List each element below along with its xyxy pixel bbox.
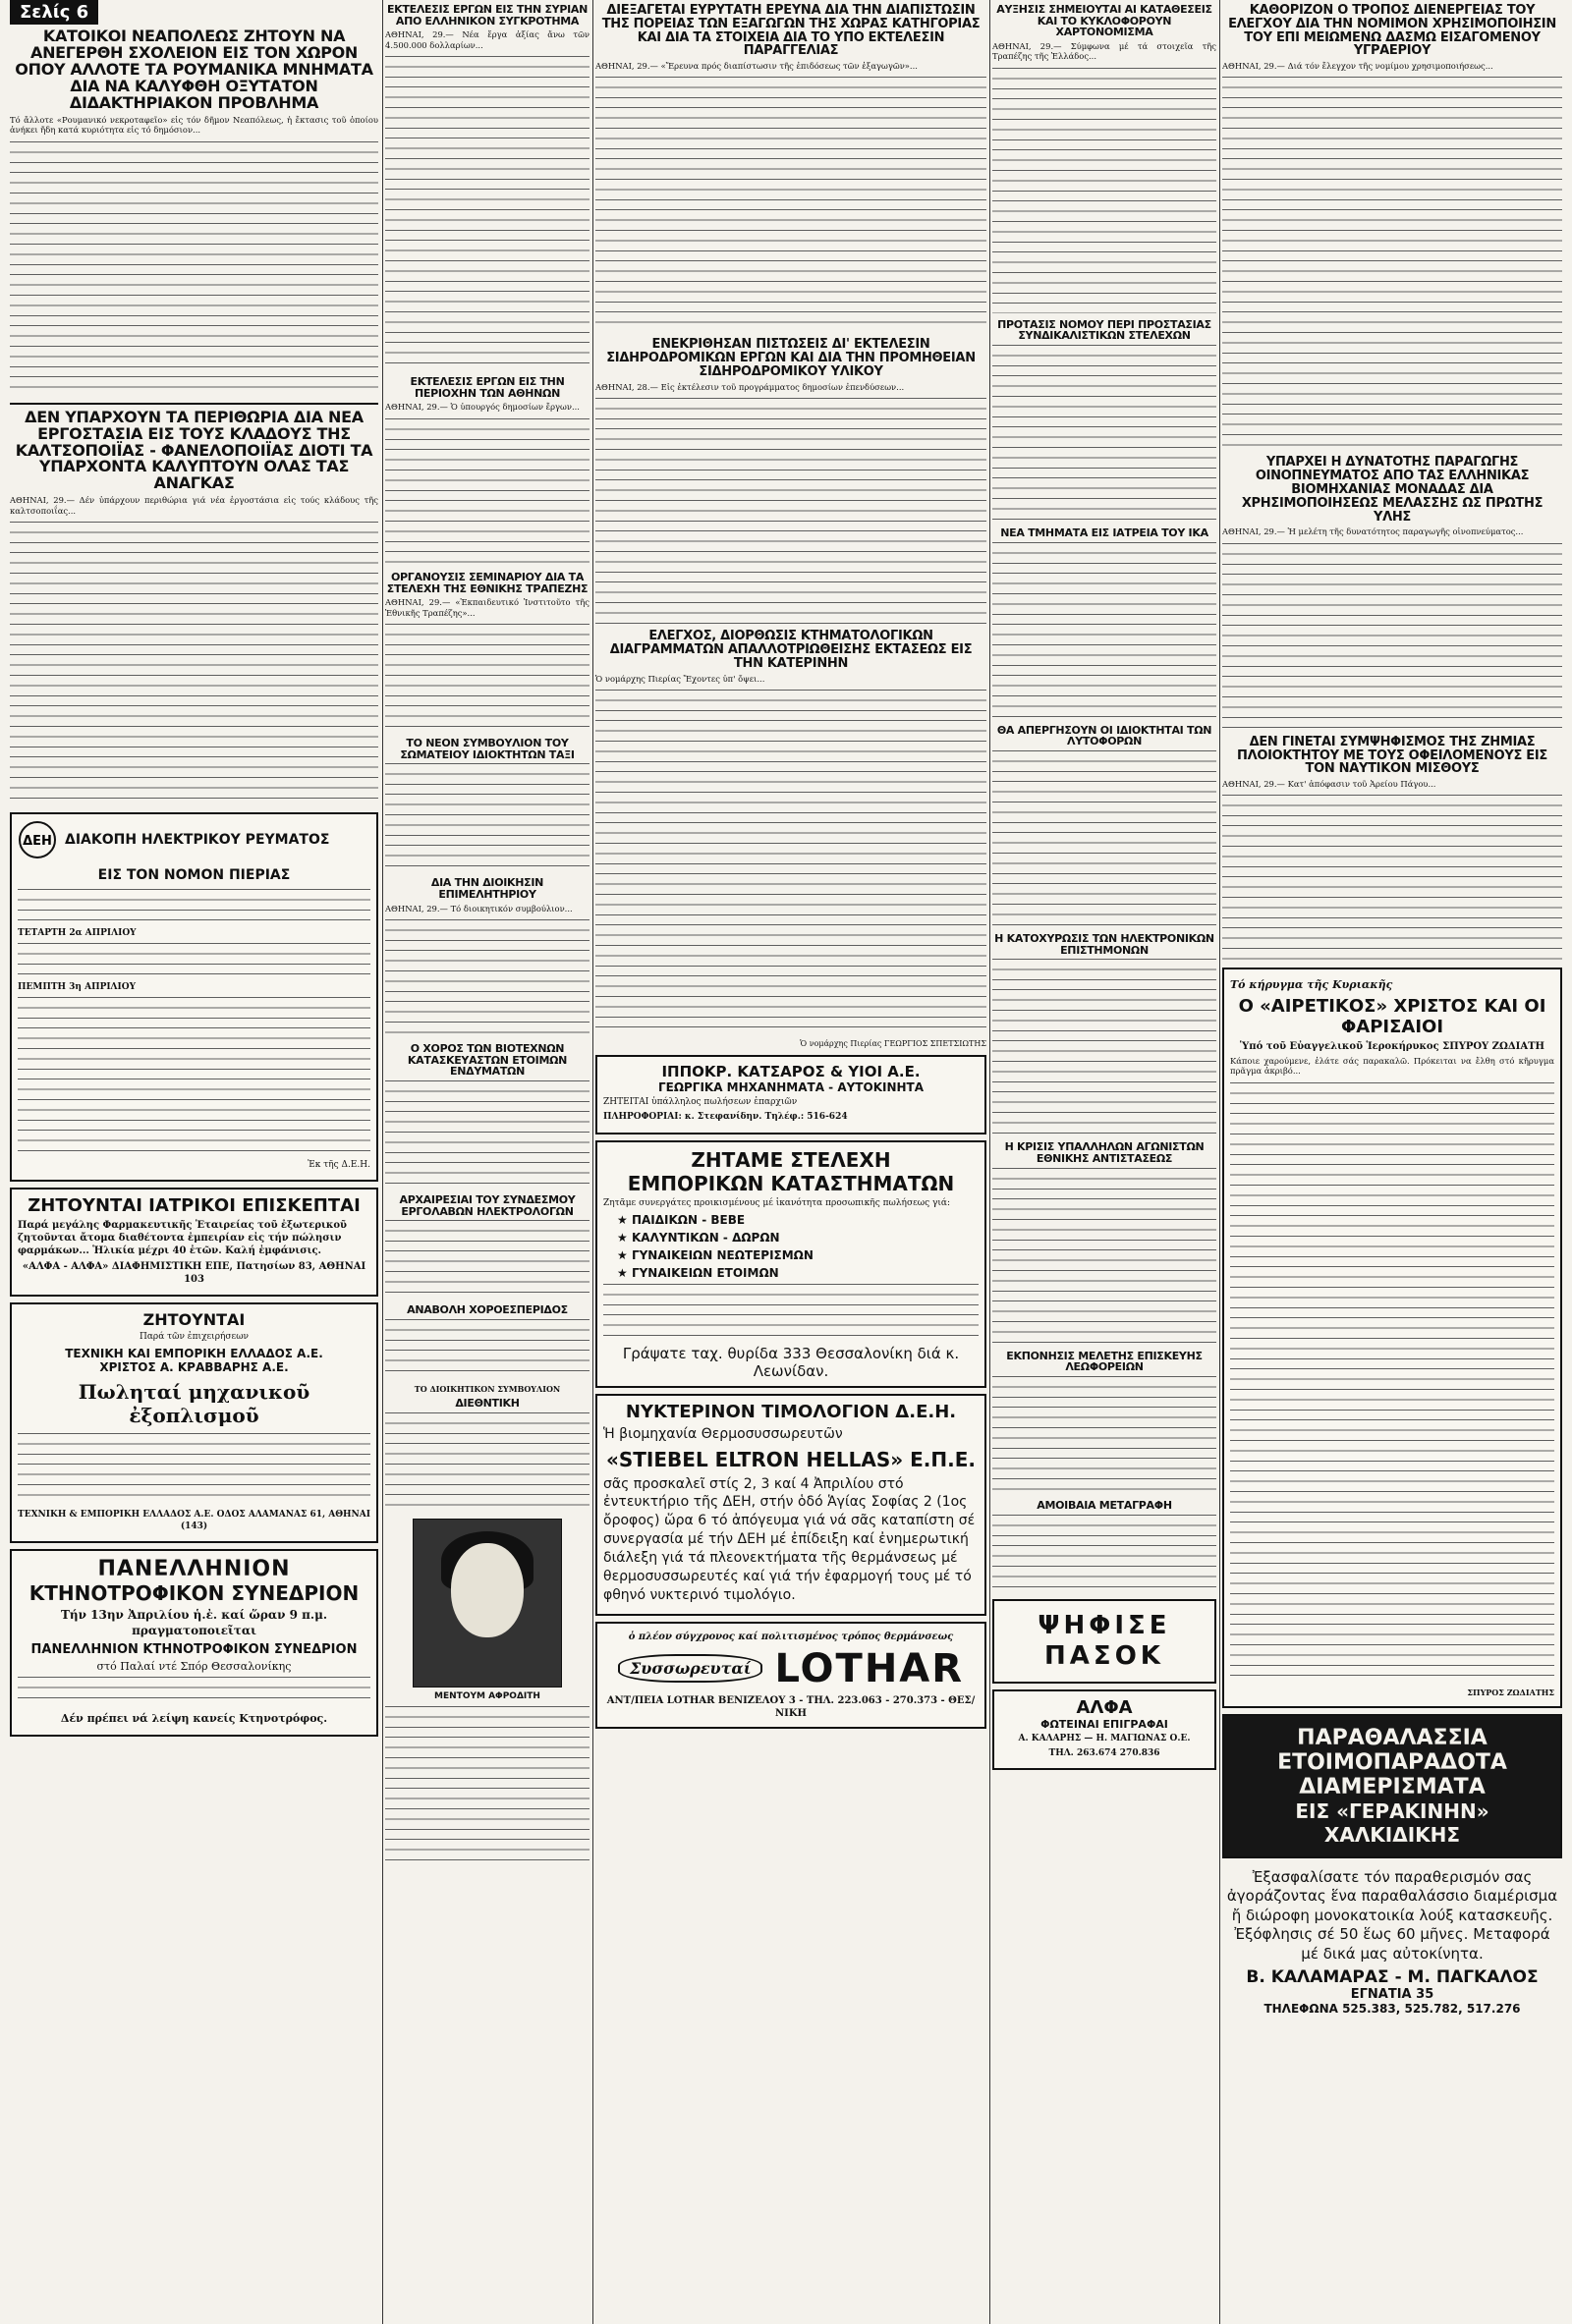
ad-reply: Γράψατε ταχ. θυρίδα 333 Θεσσαλονίκη διά κ. Λεωνίδαν. [622, 1345, 960, 1381]
headline-railway-credits: ΕΝΕΚΡΙΘΗΣΑΝ ΠΙΣΤΩΣΕΙΣ ΔΙ' ΕΚΤΕΛΕΣΙΝ ΣΙΔΗΡΟΔΡΟΜΙΚΩΝ ΕΡΓΩΝ ΚΑΙ ΔΙΑ ΤΗΝ ΠΡΟΜΗΘΕΙΑΝ ΣΙΔΗΡΟΔΡΟΜΙΚΟΥ ΥΛΙΚΟΥ [606, 337, 976, 380]
column-2 [385, 0, 590, 2324]
headline-dance-postponed: ΑΝΑΒΟΛΗ ΧΟΡΟΕΣΠΕΡΙΔΟΣ [407, 1303, 568, 1317]
ad-sub-brand: Συσσωρευταί [618, 1654, 763, 1683]
article-lead: ΑΘΗΝΑΙ, 29.— «Ἔρευνα πρός διαπίστωσιν τῆς ἐπιδόσεως τῶν ἐξαγωγῶν»... [595, 61, 918, 72]
ad-text [18, 1433, 370, 1504]
ad-text [18, 1677, 370, 1706]
signature: Ὁ νομάρχης Πιερίας ΓΕΩΡΓΙΟΣ ΣΠΕΤΣΙΩΤΗΣ [800, 1038, 986, 1048]
article-body-text [385, 1220, 590, 1299]
deh-header [18, 820, 370, 859]
headline-electronic-scientists: Η ΚΑΤΟΧΥΡΩΣΙΣ ΤΩΝ ΗΛΕΚΤΡΟΝΙΚΩΝ ΕΠΙΣΤΗΜΟΝΩΝ [994, 932, 1214, 957]
headline-union-law: ΠΡΟΤΑΣΙΣ ΝΟΜΟΥ ΠΕΡΙ ΠΡΟΣΤΑΣΙΑΣ ΣΥΝΔΙΚΑΛΙΣΤΙΚΩΝ ΣΤΕΛΕΧΩΝ [997, 317, 1211, 343]
article-lead: ΑΘΗΝΑΙ, 29.— Ἡ μελέτη τῆς δυνατότητος παραγωγῆς οἰνοπνεύματος... [1222, 526, 1524, 537]
headline-exports-research: ΔΙΕΞΑΓΕΤΑΙ ΕΥΡΥΤΑΤΗ ΕΡΕΥΝΑ ΔΙΑ ΤΗΝ ΔΙΑΠΙΣΤΩΣΙΝ ΤΗΣ ΠΟΡΕΙΑΣ ΤΩΝ ΕΞΑΓΩΓΩΝ ΤΗΣ ΧΩΡΑΣ ΚΑΤΗΓΟΡΙΑΣ ΚΑΙ ΔΙΑ ΤΑ ΣΤΟΙΧΕΙΑ ΔΙΑ ΤΟ ΥΠΟ ΕΚΤΕΛΕΣΙΝ ΠΑΡΑΓΓΕΛΙΑΣ [601, 3, 981, 59]
headline-alcohol-molasses: ΥΠΑΡΧΕΙ Η ΔΥΝΑΤΟΤΗΣ ΠΑΡΑΓΩΓΗΣ ΟΙΝΟΠΝΕΥΜΑΤΟΣ ΑΠΟ ΤΑΣ ΕΛΛΗΝΙΚΑΣ ΒΙΟΜΗΧΑΝΙΑΣ ΜΟΝΑΔΑΣ ΔΙΑ ΧΡΗΣΙΜΟΠΟΙΗΣΕΩΣ ΜΕΛΑΣΣΗΣ ΩΣ ΠΡΩΤΗΣ ΥΛΗΣ [1241, 455, 1544, 525]
ad-lead: Ζητᾶμε συνεργάτες προικισμένους μέ ἱκανότητα προσωπικῆς πωλήσεως γιά: [603, 1197, 951, 1208]
article-body-text [385, 56, 590, 370]
article-lead: Ὁ νομάρχης Πιερίας Ἔχοντες ὑπ' ὄψει... [595, 673, 765, 684]
headline-chamber-admin: ΔΙΑ ΤΗΝ ΔΙΟΙΚΗΣΙΝ ΕΠΙΜΕΛΗΤΗΡΙΟΥ [430, 876, 544, 902]
ad-gerakini-apartments [1222, 1714, 1562, 1858]
deh-day-2: ΠΕΜΠΤΗ 3η ΑΠΡΙΛΙΟΥ [18, 981, 137, 992]
article-body-text [385, 1412, 590, 1511]
ad-stiebel-eltron [595, 1394, 986, 1615]
ad-subtitle: ΦΩΤΕΙΝΑΙ ΕΠΙΓΡΑΦΑΙ [1040, 1718, 1168, 1732]
sermon-author: Ὑπό τοῦ Εὐαγγελικοῦ Ἱεροκήρυκος ΣΠΥΡΟΥ ΖΩΔΙΑΤΗ [1240, 1040, 1544, 1052]
deh-power-cut-notice [10, 812, 378, 1182]
ad-names: Β. ΚΑΛΑΜΑΡΑΣ - Μ. ΠΑΓΚΑΛΟΣ [1246, 1967, 1539, 1988]
vote-pasok-box [992, 1599, 1216, 1684]
ad-footer: ΤΕΧΝΙΚΗ & ΕΜΠΟΡΙΚΗ ΕΛΛΑΔΟΣ Α.Ε. ΟΔΟΣ ΑΛΑΜΑΝΑΣ 61, ΑΘΗΝΑΙ (143) [18, 1509, 370, 1531]
ad-title: ΖΗΤΟΥΝΤΑΙ ΙΑΤΡΙΚΟΙ ΕΠΙΣΚΕΠΤΑΙ [28, 1195, 361, 1217]
deh-day-1: ΤΕΤΑΡΤΗ 2α ΑΠΡΙΛΙΟΥ [18, 928, 137, 939]
ad-company-1: ΤΕΧΝΙΚΗ ΚΑΙ ΕΜΠΟΡΙΚΗ ΕΛΛΑΔΟΣ Α.Ε. [65, 1346, 323, 1360]
article-lead: ΑΘΗΝΑΙ, 29.— Διά τόν ἔλεγχον τῆς νομίμου χρησιμοποιήσεως... [1222, 61, 1493, 72]
ad-title: ΠΑΡΑΘΑΛΑΣΣΙΑ ΕΤΟΙΜΟΠΑΡΑΔΟΤΑ [1277, 1725, 1507, 1775]
masthead [10, 0, 378, 25]
column-rule [1219, 0, 1220, 2324]
column-4 [992, 0, 1216, 2324]
ad-lead: Ἡ βιομηχανία Θερμοσυσσωρευτῶν [603, 1426, 843, 1443]
portrait-photo [413, 1519, 562, 1688]
ad-body: σᾶς προσκαλεῖ στίς 2, 3 καί 4 Ἀπριλίου στό ἐντευκτήριο τῆς ΔΕΗ, στήν ὁδό Ἁγίας Σοφίας 2 (1ος ὄροφος) ὥρα 6 τό ἀπόγευμα γιά νά σᾶς καταπίστη σέ συνεργασία μέ τήν ΔΕΗ μέ ἐπίδειξη καί ἐνημερωτική διάλεξη γιά τά πλεονεκτήματα τῆς θερμάνσεως μέ θερμοσυσσωρευτές καί γιά τήν ἐφαρμογή τους μέ τό φθηνό νυκτερινό τιμολόγιο. [603, 1475, 976, 1603]
ad-title: ΕΜΠΟΡΙΚΩΝ ΚΑΤΑΣΤΗΜΑΤΩΝ [627, 1171, 955, 1195]
headline-neapolis-school: ΚΑΤΟΙΚΟΙ ΝΕΑΠΟΛΕΩΣ ΖΗΤΟΥΝ ΝΑ ΑΝΕΓΕΡΘΗ ΣΧΟΛΕΙΟΝ ΕΙΣ ΤΟΝ ΧΩΡΟΝ ΟΠΟΥ ΑΛΛΟΤΕ ΤΑ ΡΟΥΜΑΝΙΚΑ ΜΝΗΜΑΤΑ ΔΙΑ ΝΑ ΚΑΛΥΦΘΗ ΟΞΥΤΑΤΟΝ ΔΙΔΑΚΤΗΡΙΑΚΟΝ ΠΡΟΒΛΗΜΑ [15, 27, 373, 112]
ad-medical-reps [10, 1188, 378, 1297]
article-body-text [992, 1376, 1216, 1494]
ad-event-name: ΠΑΝΕΛΛΗΝΙΟΝ ΚΤΗΝΟΤΡΟΦΙΚΟΝ ΣΥΝΕΔΡΙΟΝ [30, 1641, 358, 1657]
article-lead: ΑΘΗΝΑΙ, 29.— Δέν ὑπάρχουν περιθώρια γιά νέα ἐργοστάσια εἰς τούς κλάδους τῆς καλτσοποιΐας... [10, 495, 378, 516]
ad-list-item: ★ ΠΑΙΔΙΚΩΝ - ΒΕΒΕ [617, 1213, 746, 1228]
headline-transfer: ΑΜΟΙΒΑΙΑ ΜΕΤΑΓΡΑΦΗ [1037, 1499, 1172, 1513]
deh-org-title: ΔΙΑΚΟΠΗ ΗΛΕΚΤΡΙΚΟΥ ΡΕΥΜΑΤΟΣ [65, 832, 330, 849]
ad-list-item: ★ ΚΑΛΥΝΤΙΚΩΝ - ΔΩΡΩΝ [617, 1231, 780, 1245]
ad-company-2: ΧΡΙΣΤΟΣ Α. ΚΡΑΒΒΑΡΗΣ Α.Ε. [99, 1359, 289, 1374]
headline-bus-owners-strike: ΘΑ ΑΠΕΡΓΗΣΟΥΝ ΟΙ ΙΔΙΟΚΤΗΤΑΙ ΤΩΝ ΛΥΤΟΦΟΡΩΝ [996, 723, 1212, 748]
column-rule [989, 0, 990, 2324]
sermon-signature: ΣΠΥΡΟΣ ΖΩΔΙΑΤΗΣ [1467, 1687, 1554, 1697]
article-lead: Τό ἄλλοτε «Ρουμανικό νεκροταφεῖο» εἰς τόν δῆμον Νεαπόλεως, ἡ ἔκτασις τοῦ ὁποίου ἀνήκει ἤδη κατά κυριότητα εἰς τό δημόσιον... [10, 114, 378, 136]
ad-list-item: ★ ΓΥΝΑΙΚΕΙΩΝ ΝΕΩΤΕΡΙΣΜΩΝ [617, 1248, 814, 1263]
ad-owner: Α. ΚΑΛΑΡΗΣ — Η. ΜΑΓΙΩΝΑΣ Ο.Ε. [1018, 1734, 1191, 1744]
ad-body: Ἐξασφαλίσατε τόν παραθερισμόν σας ἀγοράζοντας ἕνα παραθαλάσσιο διαμέρισμα ἤ διώροφη μονοκατοικία λούξ κατασκευῆς. Ἐξόφλησις σέ 50 ἕως 60 μῆνες. Μεταφορά μέ δικά μας αὐτοκίνητα. [1226, 1867, 1558, 1963]
headline-shipowner-damages: ΔΕΝ ΓΙΝΕΤΑΙ ΣΥΜΨΗΦΙΣΜΟΣ ΤΗΣ ΖΗΜΙΑΣ ΠΛΟΙΟΚΤΗΤΟΥ ΜΕ ΤΟΥΣ ΟΦΕΙΛΟΜΕΝΟΥΣ ΕΙΣ ΤΟΝ ΝΑΥΤΙΚΟΝ ΜΙΣΘΟΥΣ [1237, 734, 1547, 777]
sunday-sermon [1222, 968, 1562, 1708]
article-body-text [385, 919, 590, 1037]
portrait-face [451, 1543, 524, 1637]
ad-company: ΙΠΠΟΚΡ. ΚΑΤΣΑΡΟΣ & ΥΙΟΙ Α.Ε. [661, 1063, 921, 1081]
article-body-text [992, 345, 1216, 522]
ad-lothar [595, 1622, 986, 1729]
ad-phone: ΤΗΛ. 263.674 270.836 [1048, 1747, 1160, 1758]
article-body-text [1222, 77, 1562, 450]
ad-company: «STIEBEL ELTRON HELLAS» Ε.Π.Ε. [605, 1447, 977, 1471]
ad-body: Παρά μεγάλης Φαρμακευτικῆς Ἑταιρείας τοῦ ἐξωτερικοῦ ζητοῦνται ἄτομα διαθέτοντα ἐμπειρίαν εἰς τήν πώλησιν φαρμάκων... Ἡλικία μέχρι 40 ἐτῶν. Καλή ἐμφάνισις. [18, 1220, 347, 1257]
column-5 [1222, 0, 1562, 2324]
vote-slogan: ΨΗΦΙΣΕ ΠΑΣΟΚ [1038, 1610, 1171, 1671]
ad-list-label: ΚΑΛΥΝΤΙΚΩΝ - ΔΩΡΩΝ [631, 1231, 780, 1245]
article-body-text [385, 763, 590, 871]
article-body-text [1222, 543, 1562, 730]
headline-resistance-employees: Η ΚΡΙΣΙΣ ΥΠΑΛΛΗΛΩΝ ΑΓΩΝΙΣΤΩΝ ΕΘΝΙΚΗΣ ΑΝΤΙΣΤΑΣΕΩΣ [1004, 1140, 1205, 1166]
ad-phones: ΤΗΛΕΦΩΝΑ 525.383, 525.782, 517.276 [1263, 2002, 1521, 2017]
photo-caption: ΜΕΝΤΟΥΜ ΑΦΡΟΔΙΤΗ [434, 1691, 540, 1702]
headline-hosiery-factories: ΔΕΝ ΥΠΑΡΧΟΥΝ ΤΑ ΠΕΡΙΘΩΡΙΑ ΔΙΑ ΝΕΑ ΕΡΓΟΣΤΑΣΙΑ ΕΙΣ ΤΟΥΣ ΚΛΑΔΟΥΣ ΤΗΣ ΚΑΛΤΣΟΠΟΙΪΑΣ - ΦΑΝΕΛΟΠΟΙΪΑΣ ΔΙΟΤΙ ΤΑ ΥΠΑΡΧΟΝΤΑ ΚΑΛΥΠΤΟΥΝ ΟΛΑΣ ΤΑΣ ΑΝΑΓΚΑΣ [15, 407, 373, 493]
deh-logo-icon [18, 820, 57, 859]
headline-bus-repair-study: ΕΚΠΟΝΗΣΙΣ ΜΕΛΕΤΗΣ ΕΠΙΣΚΕΥΗΣ ΛΕΩΦΟΡΕΙΩΝ [1006, 1349, 1203, 1374]
article-lead: ΑΘΗΝΑΙ, 29.— Σύμφωνα μέ τά στοιχεῖα τῆς Τραπέζης τῆς Ἑλλάδος... [992, 40, 1216, 62]
headline-classified: ΔΙΕΘΝΤΙΚΗ [455, 1397, 520, 1411]
column-3 [595, 0, 986, 2324]
article-body-text [595, 690, 986, 1033]
ad-info: ΠΛΗΡΟΦΟΡΙΑΙ: κ. Στεφανίδην. Τηλέφ.: 516-624 [603, 1112, 848, 1122]
page-number: Σελίς 6 [10, 0, 98, 25]
article-body-text [992, 1168, 1216, 1345]
article-body-text [595, 77, 986, 332]
ad-footer: ΑΝΤ/ΠΕΙΑ LOTHAR ΒΕΝΙΖΕΛΟΥ 3 - ΤΗΛ. 223.063 - 270.373 - ΘΕΣ/ΝΙΚΗ [606, 1694, 976, 1719]
ad-mechanical-sales [10, 1302, 378, 1543]
headline-cadastral-katerini: ΕΛΕΓΧΟΣ, ΔΙΟΡΘΩΣΙΣ ΚΤΗΜΑΤΟΛΟΓΙΚΩΝ ΔΙΑΓΡΑΜΜΑΤΩΝ ΑΠΑΛΛΟΤΡΙΩΘΕΙΣΗΣ ΕΚΤΑΣΕΩΣ ΕΙΣ ΤΗΝ ΚΑΤΕΡΙΝΗΝ [609, 629, 973, 671]
ad-title: ΖΗΤΑΜΕ ΣΤΕΛΕΧΗ [691, 1147, 891, 1172]
headline-garment-dance: Ο ΧΟΡΟΣ ΤΩΝ ΒΙΟΤΕΧΝΩΝ ΚΑΤΑΣΚΕΥΑΣΤΩΝ ΕΤΟΙΜΩΝ ΕΝΔΥΜΑΤΩΝ [407, 1042, 568, 1079]
ad-title: ΔΙΑΜΕΡΙΣΜΑΤΑ [1299, 1774, 1486, 1799]
ad-date: Τήν 13ην Ἀπριλίου ἡ.ἐ. καί ὥραν 9 π.μ. πραγματοποιεῖται [60, 1608, 328, 1637]
column-1 [10, 0, 378, 2324]
ad-katsaros [595, 1055, 986, 1134]
headline-electricians-election: ΑΡΧΑΙΡΕΣΙΑΙ ΤΟΥ ΣΥΝΔΕΣΜΟΥ ΕΡΓΟΛΑΒΩΝ ΗΛΕΚΤΡΟΛΟΓΩΝ [399, 1193, 576, 1218]
article-lead: ΑΘΗΝΑΙ, 28.— Εἰς ἐκτέλεσιν τοῦ προγράμματος δημοσίων ἐπενδύσεων... [595, 381, 905, 392]
article-body-text [10, 141, 378, 397]
ad-store-executives [595, 1140, 986, 1389]
ad-closing: Δέν πρέπει νά λείψη κανείς Κτηνοτρόφος. [60, 1711, 328, 1725]
signature: ΤΟ ΔΙΟΙΚΗΤΙΚΟΝ ΣΥΜΒΟΥΛΙΟΝ [414, 1384, 561, 1395]
article-lead: ΑΘΗΝΑΙ, 29.— Ὁ ὑπουργός δημοσίων ἔργων... [385, 402, 580, 413]
ad-body: ΖΗΤΕΙΤΑΙ ὑπάλληλος πωλήσεων ἐπαρχιῶν [603, 1097, 798, 1108]
article-lead: ΑΘΗΝΑΙ, 29.— «Ἐκπαιδευτικό Ἰνστιτοῦτο τῆς Ἐθνικῆς Τραπέζης»... [385, 597, 590, 618]
ad-title: ΠΑΝΕΛΛΗΝΙΟΝ [97, 1557, 291, 1582]
headline-ika-clinics: ΝΕΑ ΤΜΗΜΑΤΑ ΕΙΣ ΙΑΤΡΕΙΑ ΤΟΥ ΙΚΑ [1000, 526, 1208, 540]
headline-syria-works: ΕΚΤΕΛΕΣΙΣ ΕΡΓΩΝ ΕΙΣ ΤΗΝ ΣΥΡΙΑΝ ΑΠΟ ΕΛΛΗΝΙΚΟΝ ΣΥΓΚΡΟΤΗΜΑ [386, 3, 589, 28]
notice-text [18, 889, 370, 922]
ad-title: ΚΤΗΝΟΤΡΟΦΙΚΟΝ ΣΥΝΕΔΡΙΟΝ [28, 1581, 360, 1606]
divider [10, 403, 378, 405]
ad-brand-row [601, 1646, 981, 1691]
ad-address: ΕΓΝΑΤΙΑ 35 [1350, 1987, 1434, 2003]
headline-taxi-board: ΤΟ ΝΕΟΝ ΣΥΜΒΟΥΛΙΟΝ ΤΟΥ ΣΩΜΑΤΕΙΟΥ ΙΔΙΟΚΤΗΤΩΝ ΤΑΞΙ [400, 737, 575, 761]
ad-title: ΝΥΚΤΕΡΙΝΟΝ ΤΙΜΟΛΟΓΙΟΝ Δ.Ε.Η. [625, 1402, 957, 1423]
ad-top-line: ὁ πλέον σύγχρονος καί πολιτισμένος τρόπος θερμάνσεως [628, 1631, 954, 1642]
ad-text [603, 1284, 979, 1339]
ad-list-label: ΠΑΙΔΙΚΩΝ - ΒΕΒΕ [631, 1213, 746, 1228]
ad-list-label: ΓΥΝΑΙΚΕΙΩΝ ΕΤΟΙΜΩΝ [631, 1266, 779, 1281]
ad-livestock-congress [10, 1549, 378, 1737]
article-lead: ΑΘΗΝΑΙ, 29.— Τό διοικητικόν συμβούλιον... [385, 903, 573, 913]
article-body-text [385, 1080, 590, 1189]
ad-list-label: ΓΥΝΑΙΚΕΙΩΝ ΝΕΩΤΕΡΙΣΜΩΝ [631, 1248, 814, 1263]
deh-notice-title: ΕΙΣ ΤΟΝ ΝΟΜΟΝ ΠΙΕΡΙΑΣ [97, 867, 291, 884]
ad-list-item: ★ ΓΥΝΑΙΚΕΙΩΝ ΕΤΟΙΜΩΝ [617, 1266, 779, 1281]
ad-big-line: Πωληταί μηχανικοῦ ἐξοπλισμοῦ [78, 1379, 310, 1427]
headline-bank-seminar: ΟΡΓΑΝΟΥΣΙΣ ΣΕΜΙΝΑΡΙΟΥ ΔΙΑ ΤΑ ΣΤΕΛΕΧΗ ΤΗΣ ΕΘΝΙΚΗΣ ΤΡΑΠΕΖΗΣ [386, 570, 589, 595]
article-body-text [992, 68, 1216, 313]
article-body-text [992, 542, 1216, 719]
article-body-text [1222, 795, 1562, 962]
article-lead: ΑΘΗΝΑΙ, 29.— Κατ' ἀπόφασιν τοῦ Ἀρείου Πάγου... [1222, 779, 1436, 790]
ad-brand: ΑΛΦΑ [1076, 1697, 1133, 1719]
svg-text:ΔΕΗ: ΔΕΗ [23, 834, 52, 850]
article-body-text [385, 624, 590, 732]
article-body-text [385, 1319, 590, 1378]
sermon-title: Ο «ΑΙΡΕΤΙΚΟΣ» ΧΡΙΣΤΟΣ ΚΑΙ ΟΙ ΦΑΡΙΣΑΙΟΙ [1238, 995, 1546, 1037]
sermon-kicker: Τό κήρυγμα τῆς Κυριακῆς [1230, 978, 1393, 992]
sermon-body-text [1230, 1082, 1554, 1682]
column-rule [382, 0, 383, 2324]
deh-signature: Ἐκ τῆς Δ.Ε.Η. [308, 1159, 370, 1170]
headline-deposits-currency: ΑΥΞΗΣΙΣ ΣΗΜΕΙΟΥΤΑΙ ΑΙ ΚΑΤΑΘΕΣΕΙΣ ΚΑΙ ΤΟ ΚΥΚΛΟΦΟΡΟΥΝ ΧΑΡΤΟΝΟΜΙΣΜΑ [996, 3, 1212, 39]
article-body-text [992, 750, 1216, 927]
ad-title: ΕΙΣ «ΓΕΡΑΚΙΝΗΝ» ΧΑΛΚΙΔΙΚΗΣ [1295, 1798, 1489, 1847]
ad-place: στό Παλαί ντέ Σπόρ Θεσσαλονίκης [96, 1659, 292, 1673]
article-lead: ΑΘΗΝΑΙ, 29.— Νέα ἔργα ἀξίας ἄνω τῶν 4.500.000 δολλαρίων... [385, 29, 590, 50]
headline-athens-works: ΕΚΤΕΛΕΣΙΣ ΕΡΓΩΝ ΕΙΣ ΤΗΝ ΠΕΡΙΟΧΗΝ ΤΩΝ ΑΘΗΝΩΝ [410, 375, 565, 400]
notice-text [18, 997, 370, 1154]
lothar-logo: LOTHAR [774, 1645, 965, 1691]
sermon-lead: Κάποιε χαρούμενε, ἐλάτε σάς παρακαλῶ. Πρόκειται να ἔλθη στό κῆρυγμα πρᾶγμα ἀκριβό... [1230, 1055, 1554, 1077]
article-body-text [385, 418, 590, 566]
column-rule [592, 0, 593, 2324]
article-body-text [385, 1706, 590, 1863]
headline-lpg-control: ΚΑΘΟΡΙΖΟΝ Ο ΤΡΟΠΟΣ ΔΙΕΝΕΡΓΕΙΑΣ ΤΟΥ ΕΛΕΓΧΟΥ ΔΙΑ ΤΗΝ ΝΟΜΙΜΟΝ ΧΡΗΣΙΜΟΠΟΙΗΣΙΝ ΤΟΥ ΕΠΙ ΜΕΙΩΜΕΝΩ ΔΑΣΜΩ ΕΙΣΑΓΟΜΕΝΟΥ ΥΓΡΑΕΡΙΟΥ [1228, 3, 1556, 59]
notice-text [18, 943, 370, 976]
ad-subtitle: Παρά τῶν ἐπιχειρήσεων [139, 1332, 250, 1343]
article-body-text [992, 959, 1216, 1135]
article-body-text [10, 522, 378, 806]
ad-address: «ΑΛΦΑ - ΑΛΦΑ» ΔΙΑΦΗΜΙΣΤΙΚΗ ΕΠΕ, Πατησίων 83, ΑΘΗΝΑΙ 103 [22, 1261, 366, 1286]
ad-title: ΖΗΤΟΥΝΤΑΙ [142, 1310, 246, 1330]
article-body-text [595, 398, 986, 624]
ad-alfa-signs [992, 1689, 1216, 1770]
article-body-text [992, 1515, 1216, 1593]
ad-subtitle: ΓΕΩΡΓΙΚΑ ΜΗΧΑΝΗΜΑΤΑ - ΑΥΤΟΚΙΝΗΤΑ [657, 1080, 925, 1095]
